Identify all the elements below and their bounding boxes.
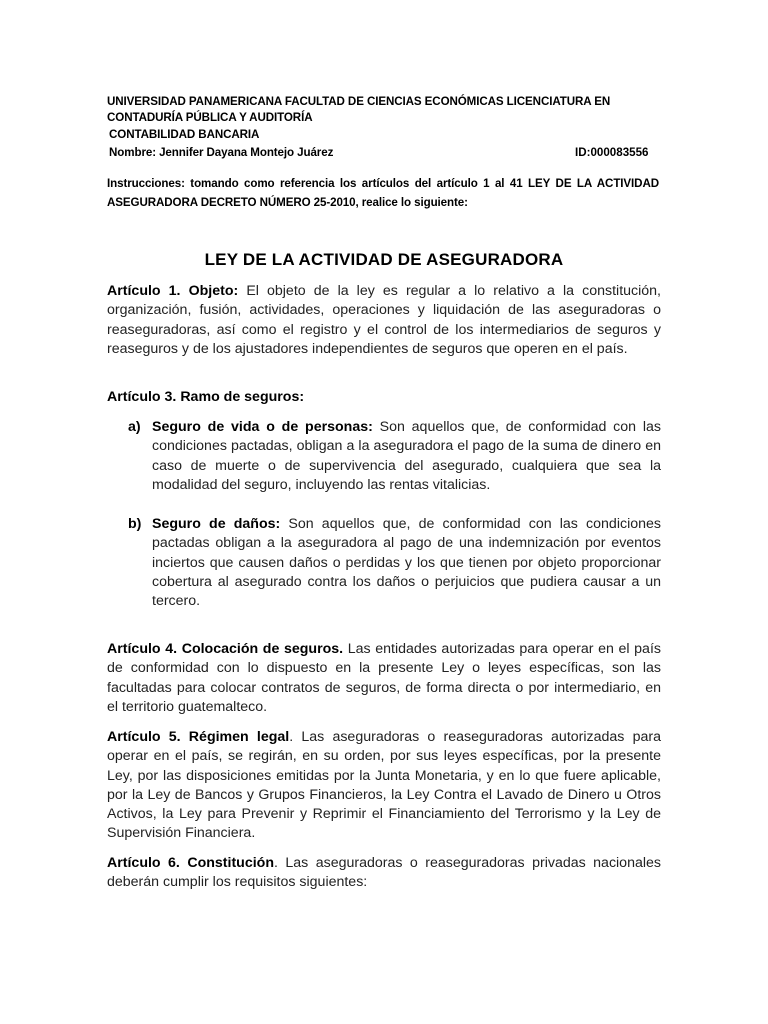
article-3 [107, 388, 661, 407]
item-a-text: Son aquellos que, de conformidad con las condiciones pactadas, obligan a la aseguradora el pago de la suma de dinero en caso de muerte o de supervivencia del asegurado, cualquiera que sea la modalidad del seguro, incluyendo las rentas vitalicias. [152, 419, 661, 493]
article-4 [107, 640, 661, 717]
article-1-text: El objeto de la ley es regular a lo relativo a la constitución, organización, fusión, actividades, operaciones y liquidación de las aseguradoras o reaseguradoras, así como el registro y el control de los intermediarios de seguros y reaseguros y de los ajustadores independientes de seguros que operen en el país. [107, 283, 661, 357]
article-5-text: . Las aseguradoras o reaseguradoras autorizadas para operar en el país, se regirán, en su orden, por sus leyes específicas, por la presente Ley, por las disposiciones emitidas por la Junta Monetaria, y en lo que fuere aplicable, por la Ley de Bancos y Grupos Financieros, la Ley Contra el Lavado de Dinero u Otros Activos, la Ley para Prevenir y Reprimir el Financiamiento del Terrorismo y la Ley de Supervisión Financiera. [107, 729, 661, 842]
item-b-heading: Seguro de daños: [152, 516, 281, 532]
article-5 [107, 728, 661, 844]
article-6 [107, 854, 661, 893]
article-4-heading: Artículo 4. Colocación de seguros. [107, 641, 344, 657]
item-a-heading: Seguro de vida o de personas: [152, 419, 373, 435]
article-3-item-b [128, 515, 661, 611]
course-name: CONTABILIDAD BANCARIA [109, 128, 260, 141]
article-1-heading: Artículo 1. Objeto: [107, 283, 239, 299]
article-3-item-a [128, 418, 661, 495]
article-6-text: . Las aseguradoras o reaseguradoras privadas nacionales deberán cumplir los requisitos siguientes: [107, 855, 661, 891]
list-marker-b: b) [128, 516, 142, 532]
article-5-heading: Artículo 5. Régimen legal [107, 729, 290, 745]
instructions: Instrucciones: tomando como referencia los artículos del artículo 1 al 41 LEY DE LA ACTIVIDAD ASEGURADORA DECRETO NÚMERO 25-2010, realice lo siguiente: [107, 177, 659, 209]
document-title: LEY DE LA ACTIVIDAD DE ASEGURADORA [204, 250, 564, 269]
article-4-text: Las entidades autorizadas para operar en el país de conformidad con lo dispuesto en la presente Ley o leyes específicas, son las facultadas para colocar contratos de seguros, de forma directa o por intermediario, en el territorio guatemalteco. [107, 641, 661, 715]
list-marker-a: a) [128, 419, 141, 435]
item-b-text: Son aquellos que, de conformidad con las condiciones pactadas obligan a la aseguradora al pago de una indemnización por eventos inciertos que causen daños o perdidas y los que tienen por objeto proporcionar cobertura al asegurado contra los daños o perjuicios que pudiera causar a un tercero. [152, 516, 661, 610]
article-1 [107, 282, 661, 359]
university-heading: UNIVERSIDAD PANAMERICANA FACULTAD DE CIENCIAS ECONÓMICAS LICENCIATURA EN CONTADURÍA PÚBLICA Y AUDITORÍA [107, 95, 611, 124]
article-6-heading: Artículo 6. Constitución [107, 855, 275, 871]
article-3-heading: Artículo 3. Ramo de seguros: [107, 389, 305, 405]
student-name: Nombre: Jennifer Dayana Montejo Juárez [109, 146, 334, 159]
student-id: ID:000083556 [575, 146, 649, 159]
